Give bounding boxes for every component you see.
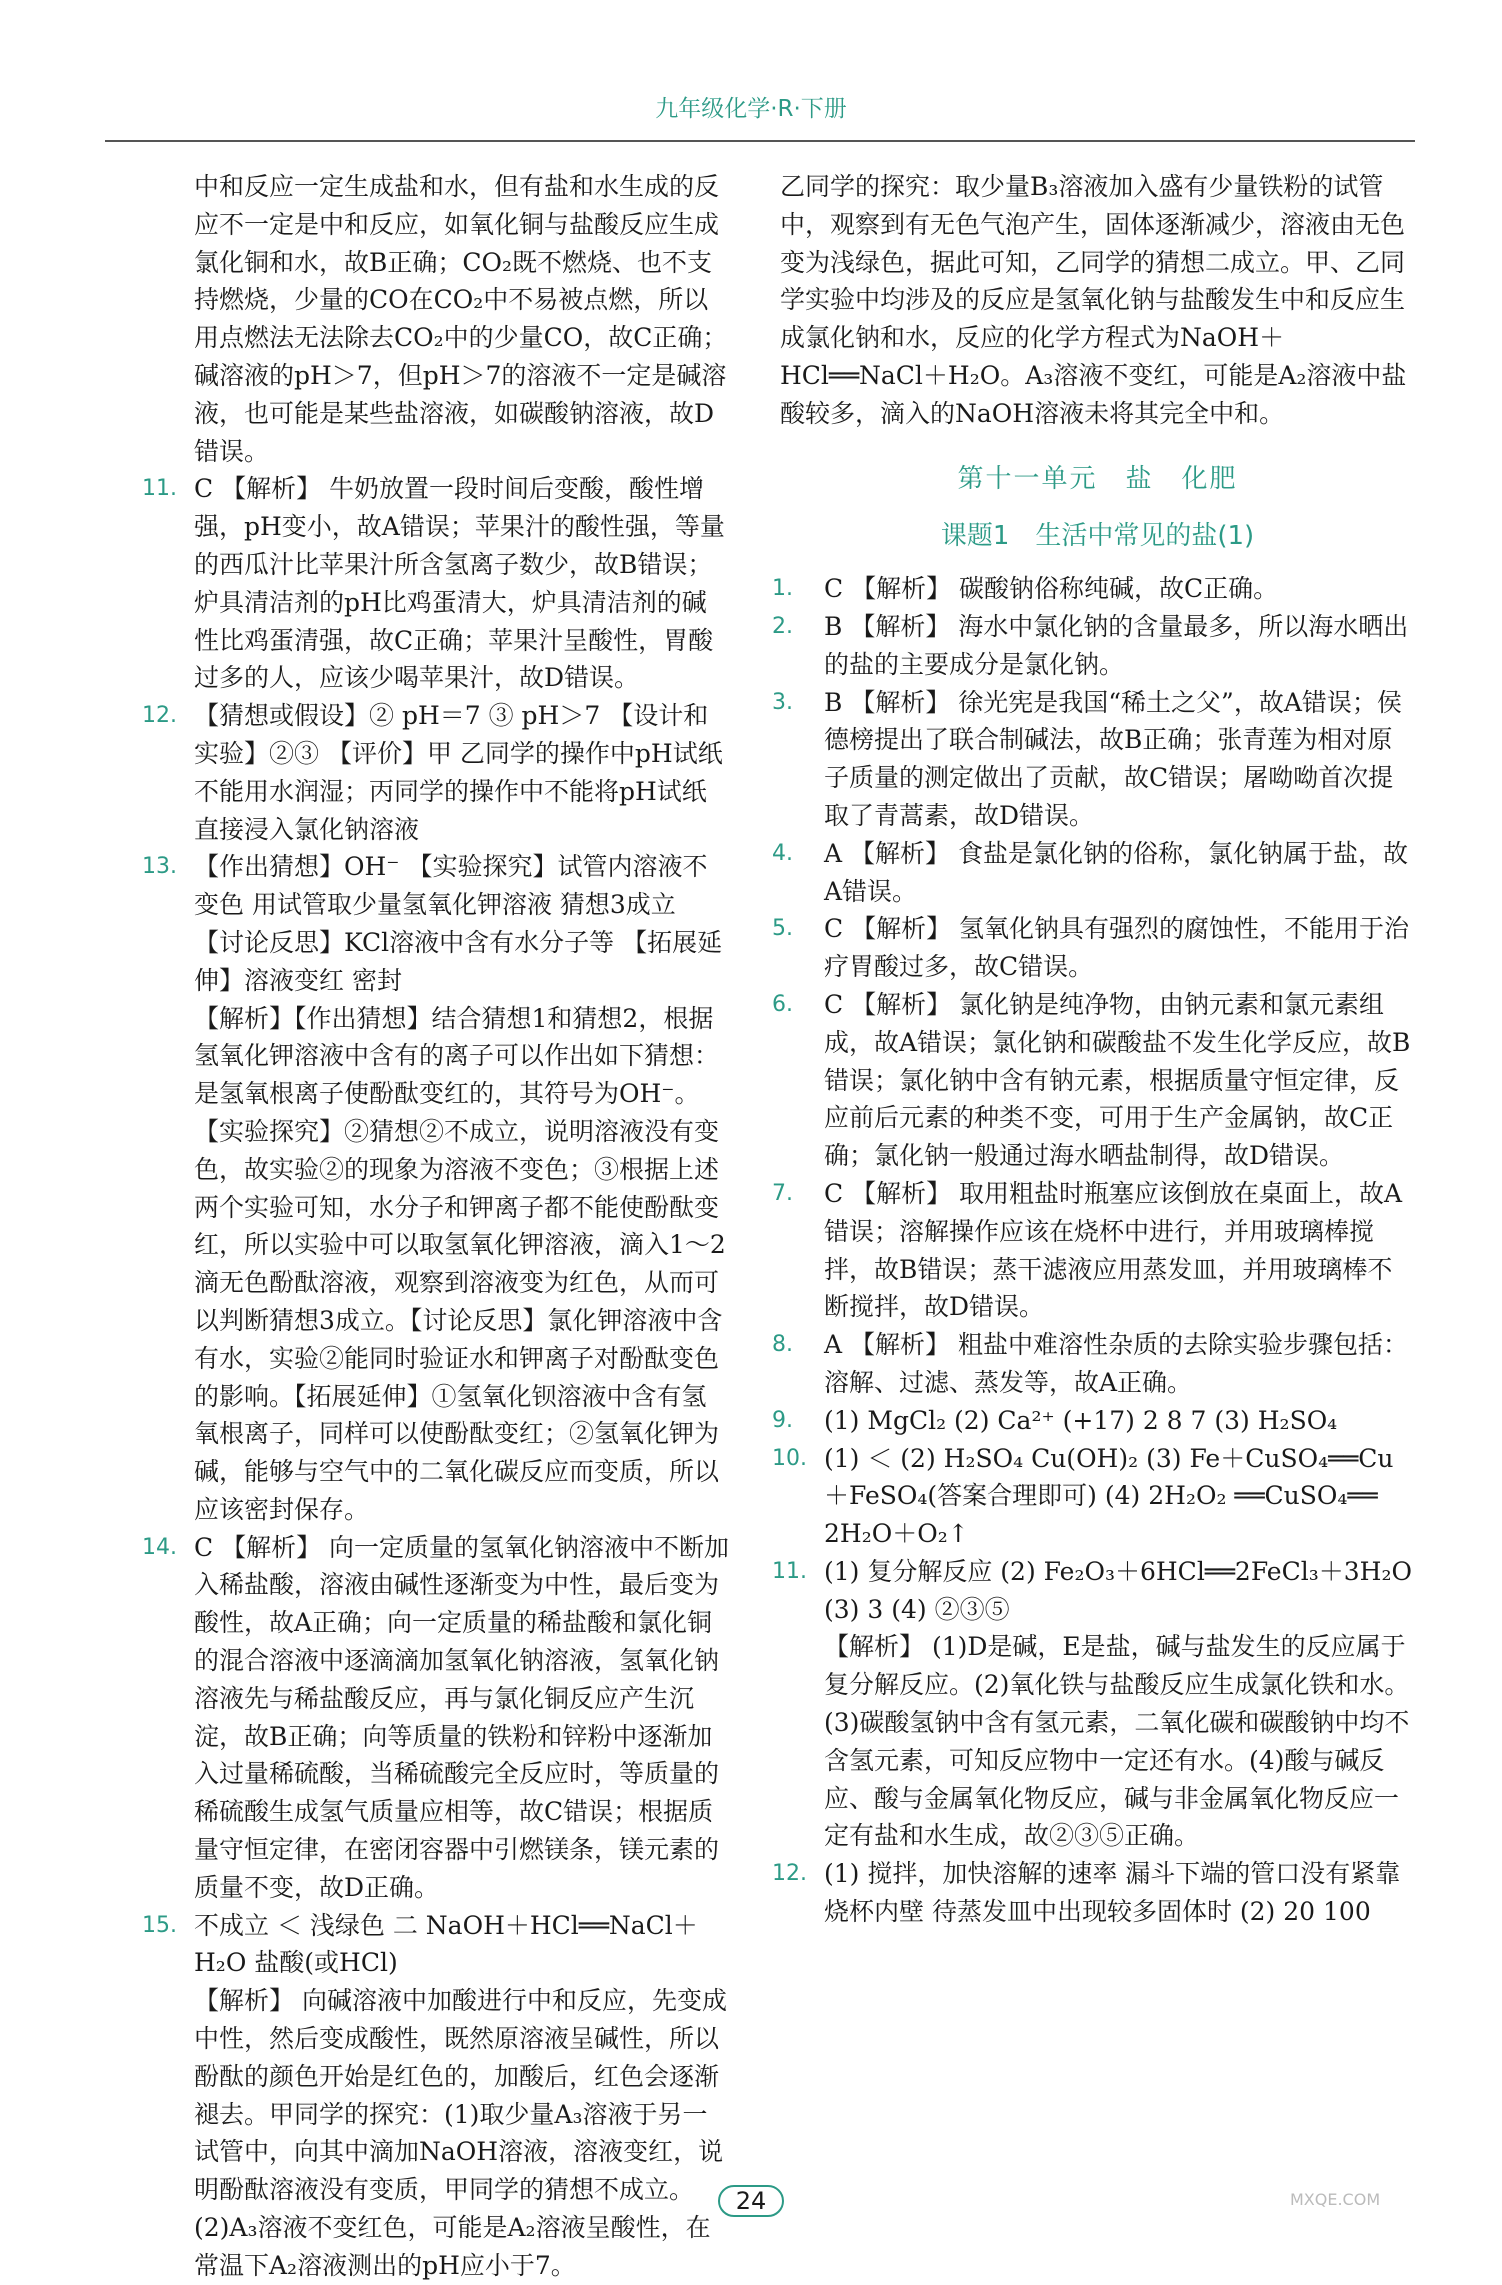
answer-number: 14. [142, 1534, 177, 1560]
answer-text: 【解析】 (1)D是碱，E是盐，碱与盐发生的反应属于复分解反应。(2)氧化铁与盐酸反应生成氯化铁和水。(3)碳酸氢钠中含有氢元素，二氧化碳和碳酸钠中均不含氢元素，可知反应物中一定还有水。(4)酸与碱反应、酸与金属氧化物反应，碱与非金属氧化物反应一定有盐和水生成，故②③⑤正确。 [824, 1632, 1410, 1851]
answer-text: 中和反应一定生成盐和水，但有盐和水生成的反应不一定是中和反应，如氧化铜与盐酸反应生成氯化铜和水，故B正确；CO₂既不燃烧、也不支持燃烧，少量的CO在CO₂中不易被点燃，所以用点燃法无法除去CO₂中的少量CO，故C正确；碱溶液的pH＞7，但pH＞7的溶液不一定是碱溶液，也可能是某些盐溶液，如碳酸钠溶液，故D错误。 [194, 172, 728, 466]
answer-item [772, 1553, 1415, 1629]
answer-number: 1. [772, 576, 793, 602]
right-continuation: 乙同学的探究：取少量B₃溶液加入盛有少量铁粉的试管中，观察到有无色气泡产生，固体逐渐减少，溶液由无色变为浅绿色，据此可知，乙同学的猜想二成立。甲、乙同学实验中均涉及的反应是氢氧化钠与盐酸发生中和反应生成氯化钠和水，反应的化学方程式为NaOH＋HCl══NaCl＋H₂O。A₃溶液不变红，可能是A₂溶液中盐酸较多，滴入的NaOH溶液未将其完全中和。 [780, 172, 1407, 428]
answer-number: 7. [772, 1180, 793, 1206]
answer-number: 9. [772, 1407, 793, 1433]
left-items [142, 168, 730, 2285]
answer-number: 13. [142, 854, 177, 880]
answer-number: 11. [142, 476, 177, 502]
answer-item [772, 1402, 1415, 1440]
answer-number: 8. [772, 1332, 793, 1358]
answer-item [142, 697, 730, 848]
answer-item [150, 168, 730, 470]
answer-item [772, 1326, 1415, 1402]
answer-text: 不成立 ＜ 浅绿色 二 NaOH＋HCl══NaCl＋H₂O 盐酸(或HCl) [194, 1910, 698, 1978]
answer-text: 【解析】【作出猜想】结合猜想1和猜想2，根据氢氧化钾溶液中含有的离子可以作出如下猜想：是氢氧根离子使酚酞变红的，其符号为OH⁻。【实验探究】②猜想②不成立，说明溶液没有变色，故实验②的现象为溶液不变色；③根据上述两个实验可知，水分子和钾离子都不能使酚酞变红，所以实验中可以取氢氧化钾溶液，滴入1～2滴无色酚酞溶液，观察到溶液变为红色，从而可以判断猜想3成立。【讨论反思】氯化钾溶液中含有水，实验②能同时验证水和钾离子对酚酞变色的影响。【拓展延伸】①氢氧化钡溶液中含有氢氧根离子，同样可以使酚酞变红；②氢氧化钾为碱，能够与空气中的二氧化碳反应而变质，所以应该密封保存。 [194, 1003, 726, 1524]
answer-item [772, 1855, 1415, 1931]
answer-text: C 【解析】 向一定质量的氢氧化钠溶液中不断加入稀盐酸，溶液由碱性逐渐变为中性，最后变为酸性，故A正确；向一定质量的稀盐酸和氯化铜的混合溶液中逐滴滴加氢氧化钠溶液，氢氧化钠溶液先与稀盐酸反应，再与氯化铜反应产生沉淀，故B正确；向等质量的铁粉和锌粉中逐渐加入过量稀硫酸，当稀硫酸完全反应时，等质量的稀硫酸生成氢气质量应相等，故C错误；根据质量守恒定律，在密闭容器中引燃镁条，镁元素的质量不变，故D正确。 [194, 1532, 730, 1902]
header-rule [105, 140, 1415, 142]
page-header: 九年级化学·R·下册 [655, 96, 847, 122]
answer-item [150, 1000, 730, 1529]
answer-text: C 【解析】 牛奶放置一段时间后变酸，酸性增强，pH变小，故A错误；苹果汁的酸性强，等量的西瓜汁比苹果汁所含氢离子数少，故B错误；炉具清洁剂的pH比鸡蛋清大，炉具清洁剂的碱性比鸡蛋清强，故C正确；苹果汁呈酸性，胃酸过多的人，应该少喝苹果汁，故D错误。 [194, 474, 725, 693]
answer-text: (1) 复分解反应 (2) Fe₂O₃＋6HCl══2FeCl₃＋3H₂O (3) 3 (4) ②③⑤ [824, 1556, 1412, 1624]
answer-text: A 【解析】 粗盐中难溶性杂质的去除实验步骤包括：溶解、过滤、蒸发等，故A正确。 [824, 1330, 1408, 1397]
answer-number: 11. [772, 1558, 807, 1584]
answer-number: 2. [772, 613, 793, 639]
answer-number: 12. [142, 703, 177, 729]
answer-text: (1) 搅拌，加快溶解的速率 漏斗下端的管口没有紧靠烧杯内壁 待蒸发皿中出现较多固体时 (2) 20 100 [824, 1859, 1401, 1927]
answer-text: 【作出猜想】OH⁻ 【实验探究】试管内溶液不变色 用试管取少量氢氧化钾溶液 猜想3成立 【讨论反思】KCl溶液中含有水分子等 【拓展延伸】溶液变红 密封 [194, 852, 723, 995]
answer-number: 12. [772, 1861, 807, 1887]
page-number [0, 2185, 1502, 2217]
answer-item [142, 1907, 730, 1983]
answer-text: B 【解析】 海水中氯化钠的含量最多，所以海水晒出的盐的主要成分是氯化钠。 [824, 611, 1409, 679]
answer-item [772, 570, 1415, 608]
answer-item [772, 1440, 1415, 1553]
answer-text: C 【解析】 碳酸钠俗称纯碱，故C正确。 [824, 574, 1279, 604]
answer-item [142, 1529, 730, 1907]
answer-text: C 【解析】 取用粗盐时瓶塞应该倒放在桌面上，故A错误；溶解操作应该在烧杯中进行，并用玻璃棒搅拌，故B错误；蒸干滤液应用蒸发皿，并用玻璃棒不断搅拌，故D错误。 [824, 1178, 1403, 1322]
answer-item [772, 910, 1415, 986]
answer-item [772, 986, 1415, 1175]
answer-text: (1) MgCl₂ (2) Ca²⁺ (+17) 2 8 7 (3) H₂SO₄ [824, 1405, 1338, 1435]
answer-text: A 【解析】 食盐是氯化钠的俗称，氯化钠属于盐，故A错误。 [824, 838, 1408, 906]
answer-item [142, 848, 730, 999]
answer-item [150, 1982, 730, 2284]
answer-item [780, 1628, 1415, 1855]
answer-item [772, 608, 1415, 684]
answer-number: 3. [772, 689, 793, 715]
answer-text: 【猜想或假设】② pH＝7 ③ pH＞7 【设计和实验】②③ 【评价】甲 乙同学的操作中pH试纸不能用水润湿；丙同学的操作中不能将pH试纸直接浸入氯化钠溶液 [194, 701, 723, 844]
unit-title: 第十一单元 盐 化肥 [957, 463, 1238, 494]
answer-number: 6. [772, 991, 793, 1017]
answer-number: 10. [772, 1445, 807, 1471]
answer-number: 15. [142, 1912, 177, 1938]
answer-item [772, 1175, 1415, 1326]
answer-text: B 【解析】 徐光宪是我国“稀土之父”，故A错误；侯德榜提出了联合制碱法，故B正确；张青莲为相对原子质量的测定做出了贡献，故C错误；屠呦呦首次提取了青蒿素，故D错误。 [824, 687, 1402, 830]
answer-text: (1) ＜ (2) H₂SO₄ Cu(OH)₂ (3) Fe＋CuSO₄══Cu＋FeSO₄(答案合理即可) (4) 2H₂O₂ ══CuSO₄══ 2H₂O＋O₂↑ [824, 1443, 1394, 1549]
watermark: MXQE.COM [1290, 2190, 1381, 2209]
answer-text: C 【解析】 氯化钠是纯净物，由钠元素和氯元素组成，故A错误；氯化钠和碳酸盐不发生化学反应，故B错误；氯化钠中含有钠元素，根据质量守恒定律，反应前后元素的种类不变，可用于生产金属钠，故C正确；氯化钠一般通过海水晒盐制得，故D错误。 [824, 989, 1411, 1171]
answer-item [142, 470, 730, 697]
lesson-title: 课题1 生活中常见的盐(1) [940, 521, 1255, 552]
page-number-label: 24 [718, 2185, 785, 2217]
right-items [772, 570, 1415, 1931]
answer-item [772, 684, 1415, 835]
answer-item [772, 835, 1415, 911]
answer-text: C 【解析】 氢氧化钠具有强烈的腐蚀性，不能用于治疗胃酸过多，故C错误。 [824, 914, 1410, 982]
right-column [772, 168, 1415, 1931]
answer-number: 5. [772, 916, 793, 942]
answer-text: 【解析】 向碱溶液中加酸进行中和反应，先变成中性，然后变成酸性，既然原溶液呈碱性，所以酚酞的颜色开始是红色的，加酸后，红色会逐渐褪去。甲同学的探究：(1)取少量A₃溶液于另一试管中，向其中滴加NaOH溶液，溶液变红，说明酚酞溶液没有变质，甲同学的猜想不成立。(2)A₃溶液不变红色，可能是A₂溶液呈酸性，在常温下A₂溶液测出的pH应小于7。 [194, 1986, 727, 2280]
answer-number: 4. [772, 840, 793, 866]
left-column [142, 168, 730, 2285]
